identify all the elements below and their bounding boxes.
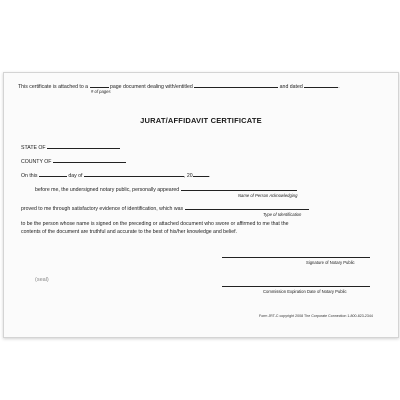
day-field[interactable] xyxy=(39,171,67,177)
notary-signature-line[interactable] xyxy=(222,257,370,258)
attached-prefix: This certificate is attached to a xyxy=(18,84,89,90)
day-of-label: day of xyxy=(68,173,83,179)
document-date-field[interactable] xyxy=(304,82,338,88)
page-title: JURAT/AFFIDAVIT CERTIFICATE xyxy=(140,116,262,125)
body-line-2: contents of the document are truthful and accurate to the best of his/her knowledge and belief. xyxy=(21,229,237,235)
date-row: On this day of , 20 . xyxy=(21,173,211,179)
on-this-label: On this xyxy=(21,173,38,179)
pages-caption: # of pages xyxy=(91,89,111,94)
footer-copyright: Form JRT-C copyright 2008 The Corporate Connection 1-800-823-2344 xyxy=(259,314,373,318)
attached-line: This certificate is attached to a page document dealing with/entitled and dated . xyxy=(18,84,340,90)
attached-middle: page document dealing with/entitled xyxy=(109,84,193,90)
expiration-caption: Commission Expiration Date of Notary Public xyxy=(263,289,347,294)
proved-row xyxy=(21,204,309,212)
name-caption: Name of Person Acknowledging xyxy=(238,193,298,198)
state-row xyxy=(21,143,120,151)
county-field[interactable] xyxy=(53,157,126,163)
state-field[interactable] xyxy=(47,143,120,149)
year-field[interactable] xyxy=(193,171,209,177)
identification-field[interactable] xyxy=(185,204,309,210)
month-field[interactable] xyxy=(84,171,184,177)
id-caption: Type of Identification xyxy=(263,212,302,217)
seal-label: (seal) xyxy=(35,277,49,283)
document-title-field[interactable] xyxy=(194,82,278,88)
before-me-row xyxy=(35,185,297,193)
person-name-field[interactable] xyxy=(181,185,297,191)
county-label: COUNTY OF xyxy=(21,159,52,165)
signature-caption: Signature of Notary Public xyxy=(306,260,355,265)
proved-text: proved to me through satisfactory evidence of identification, which was xyxy=(21,206,184,212)
expiration-date-line[interactable] xyxy=(222,286,370,287)
state-label: STATE OF xyxy=(21,145,46,151)
body-line-1: to be the person whose name is signed on the preceding or attached document who swore or affirmed to me that the xyxy=(21,221,289,227)
year-prefix: , 20 xyxy=(183,173,193,179)
county-row xyxy=(21,157,126,165)
before-me-text: before me, the undersigned notary public, personally appeared xyxy=(35,187,180,193)
pages-count-field[interactable] xyxy=(90,82,109,88)
certificate-paper xyxy=(3,72,399,338)
and-dated-label: and dated xyxy=(279,84,303,90)
